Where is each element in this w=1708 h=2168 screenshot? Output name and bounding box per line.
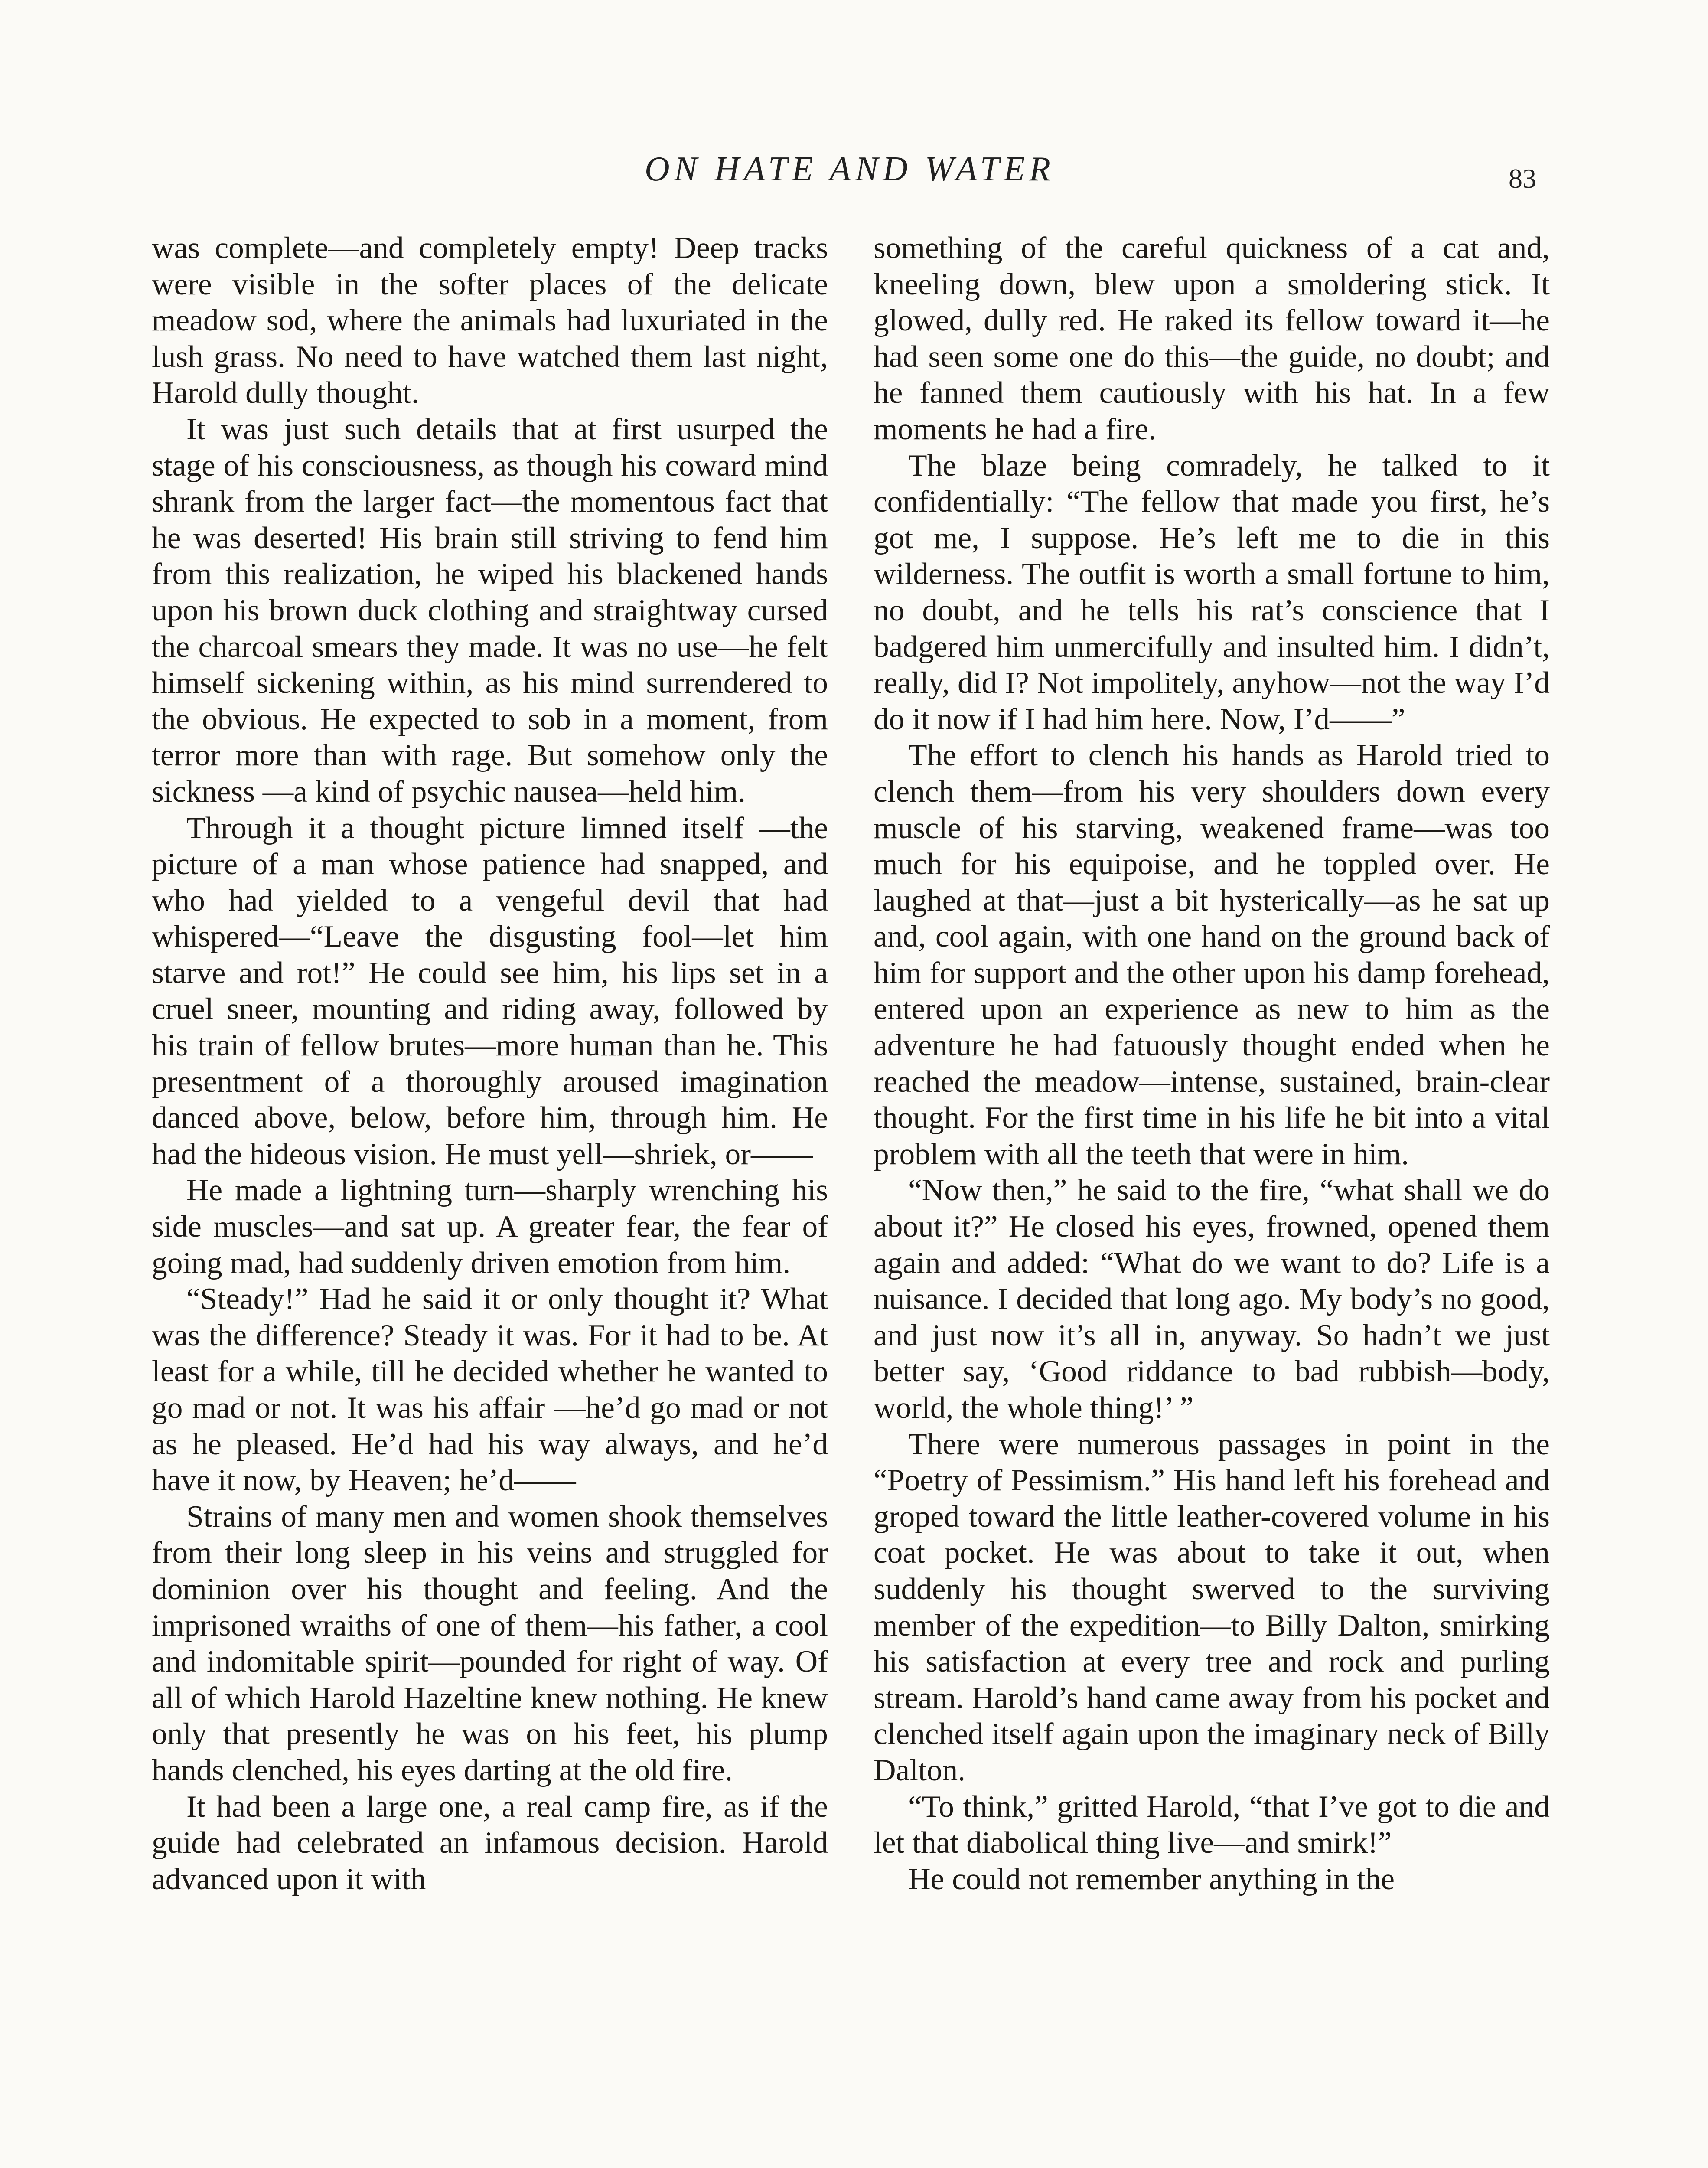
paragraph: There were numerous passages in point in the “Poetry of Pessimism.” His hand left his forehead and groped toward the little leather-covered volume in his coat pocket. He was about to take it out, when suddenly his thought swerved to the surviving member of the expedition—to Billy Dalton, smirking his satisfaction at every tree and rock and purling stream. Harold’s hand came away from his pocket and clenched itself again upon the imaginary neck of Billy Dalton. [874,1427,1550,1787]
paragraph: something of the careful quickness of a cat and, kneeling down, blew upon a smoldering stick. It glowed, dully red. He raked its fellow toward it—he had seen some one do this—the guide, no doubt; and he fanned them cautiously with his hat. In a few moments he had a fire. [874,231,1550,446]
paragraph: He could not remember anything in the [908,1861,1395,1896]
paragraph: He made a lightning turn—sharply wrenching his side muscles—and sat up. A greater fear, the fear of going mad, had suddenly driven emotion from him. [152,1173,828,1280]
paragraph: The effort to clench his hands as Harold tried to clench them—from his very shoulders down every muscle of his starving, weakened frame—was too much for his equipoise, and he toppled over. He laughed at that—just a bit hysterically—as he sat up and, cool again, with one hand on the ground back of him for support and the other upon his damp forehead, entered upon an experience as new to him as the adventure he had fatuously thought ended when he reached the meadow—intense, sustained, brain-clear thought. For the first time in his life he bit into a vital problem with all the teeth that were in him. [874,738,1550,1171]
running-title: ON HATE AND WATER [645,150,1055,188]
left-column [152,230,828,2168]
paragraph: was complete—and completely empty! Deep tracks were visible in the softer places of the delicate meadow sod, where the animals had luxuriated in the lush grass. No need to have watched them last night, Harold dully thought. [152,231,828,410]
paragraph: It was just such details that at first usurped the stage of his consciousness, as though his coward mind shrank from the larger fact—the momentous fact that he was deserted! His brain still striving to fend him from this realization, he wiped his blackened hands upon his brown duck clothing and straightway cursed the charcoal smears they made. It was no use—he felt himself sickening within, as his mind surrendered to the obvious. He expected to sob in a moment, from terror more than with rage. But somehow only the sickness —a kind of psychic nausea—held him. [152,411,828,809]
paragraph: “Now then,” he said to the fire, “what shall we do about it?” He closed his eyes, frowned, opened them again and added: “What do we want to do? Life is a nuisance. I decided that long ago. My body’s no good, and just now it’s all in, anyway. So hadn’t we just better say, ‘Good riddance to bad rubbish—body, world, the whole thing!’ ” [874,1173,1550,1425]
paragraph: “Steady!” Had he said it or only thought it? What was the difference? Steady it was. For it had to be. At least for a while, till he decided whether he wanted to go mad or not. It was his affair —he’d go mad or not as he pleased. He’d had his way always, and he’d have it now, by Heaven; he’d—— [152,1282,828,1498]
page-number: 83 [1509,163,1536,194]
right-column [874,230,1550,2168]
paragraph: Strains of many men and women shook themselves from their long sleep in his veins and struggled for dominion over his thought and feeling. And the imprisoned wraiths of one of them—his father, a cool and indomitable spirit—pounded for right of way. Of all of which Harold Hazeltine knew nothing. He knew only that presently he was on his feet, his plump hands clenched, his eyes darting at the old fire. [152,1499,828,1787]
paragraph: It had been a large one, a real camp fire, as if the guide had celebrated an infamous decision. Harold advanced upon it with [152,1789,828,1896]
paragraph: Through it a thought picture limned itself —the picture of a man whose patience had snapped, and who had yielded to a vengeful devil that had whispered—“Leave the disgusting fool—let him starve and rot!” He could see him, his lips set in a cruel sneer, mounting and riding away, followed by his train of fellow brutes—more human than he. This presentment of a thoroughly aroused imagination danced above, below, before him, through him. He had the hideous vision. He must yell—shriek, or—— [152,810,828,1171]
paragraph: “To think,” gritted Harold, “that I’ve got to die and let that diabolical thing live—and smirk!” [874,1789,1550,1860]
paragraph: The blaze being comradely, he talked to it confidentially: “The fellow that made you first, he’s got me, I suppose. He’s left me to die in this wilderness. The outfit is worth a small fortune to him, no doubt, and he tells his rat’s conscience that I badgered him unmercifully and insulted him. I didn’t, really, did I? Not impolitely, anyhow—not the way I’d do it now if I had him here. Now, I’d——” [874,448,1550,736]
